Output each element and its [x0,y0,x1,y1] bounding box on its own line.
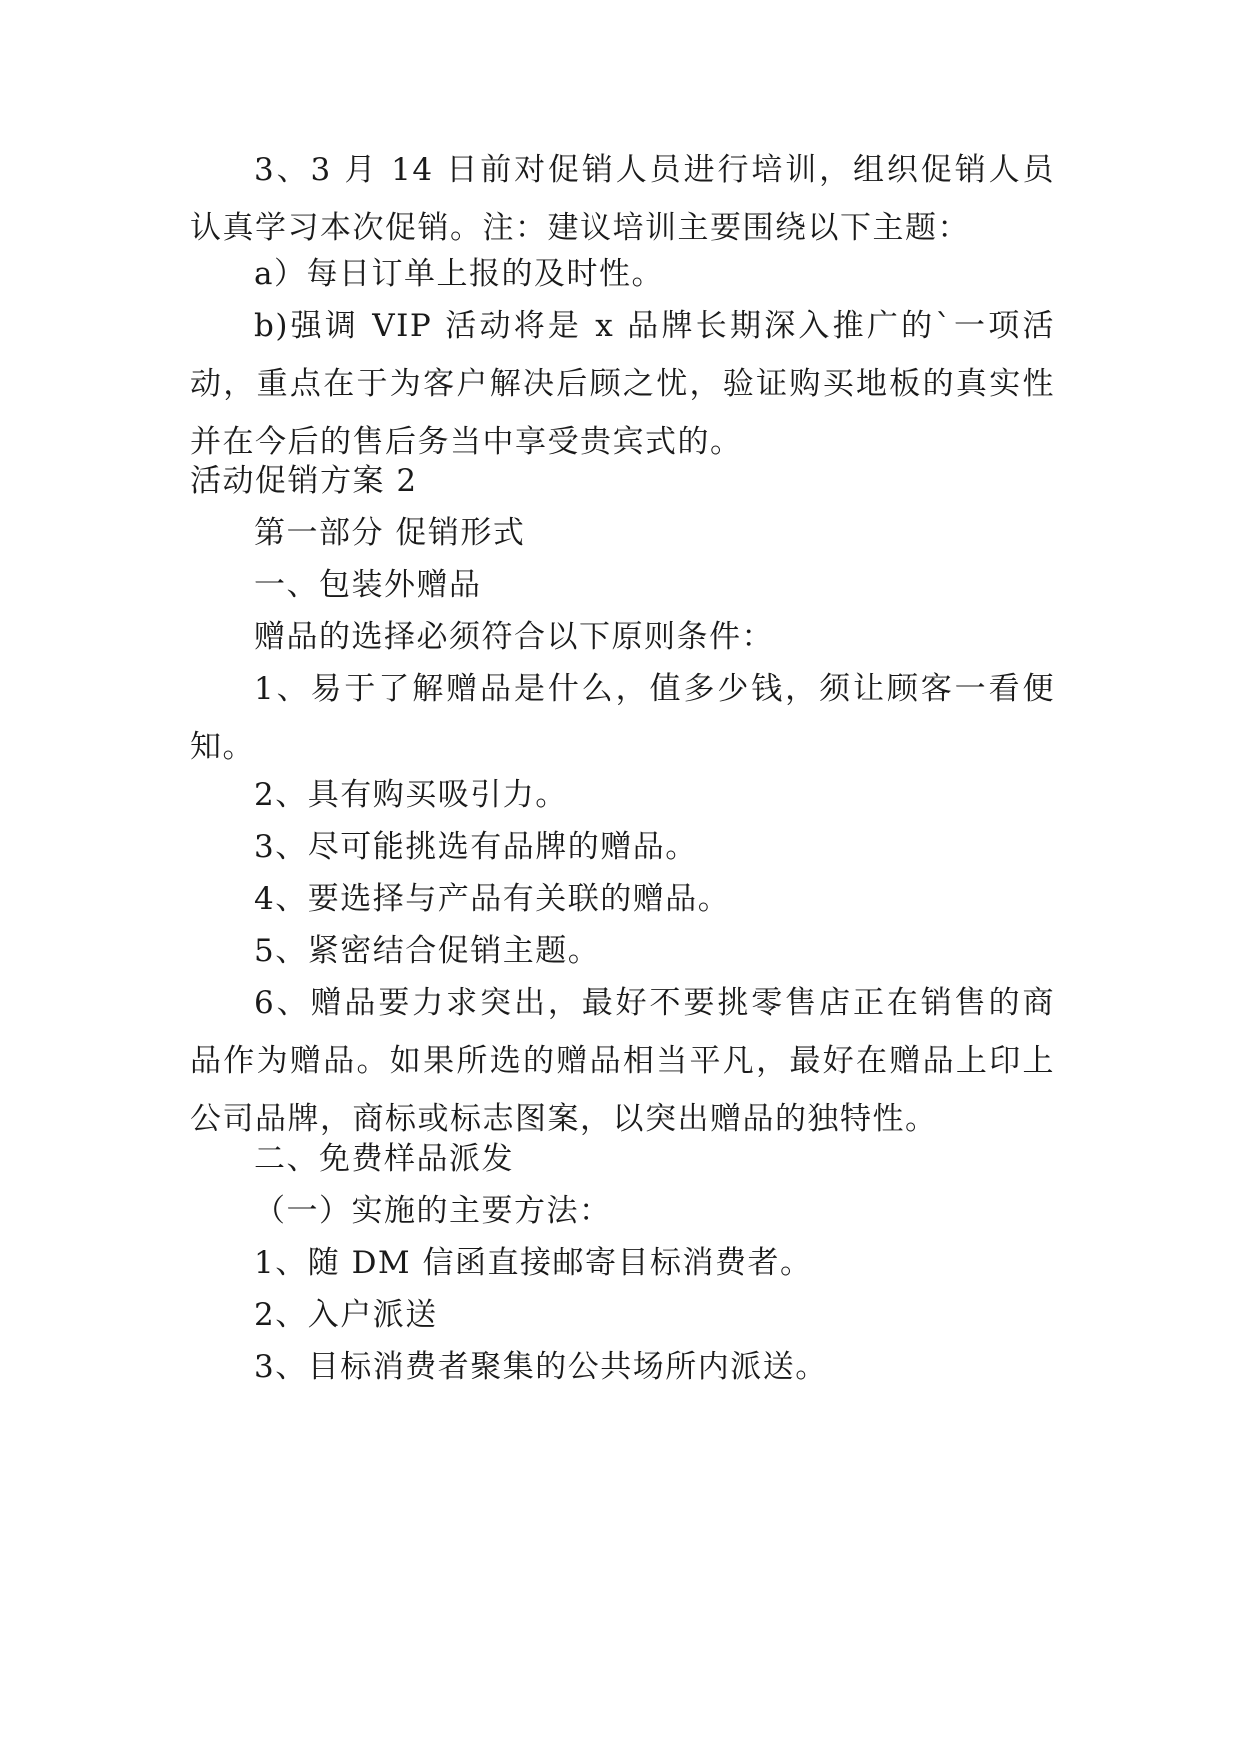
method-item-1: 1、随 DM 信函直接邮寄目标消费者。 [254,1245,813,1281]
list-item-1: 1、易于了解赠品是什么，值多少钱，须让顾客一看便知。 [190,671,1055,765]
list-item-6: 6、赠品要力求突出，最好不要挑零售店正在销售的商品作为赠品。如果所选的赠品相当平凡，最好在赠品上印上公司品牌，商标或标志图案，以突出赠品的独特性。 [190,985,1055,1137]
subheading-gift: 一、包装外赠品 [254,567,482,603]
list-item-3: 3、尽可能挑选有品牌的赠品。 [254,829,698,865]
subheading-samples: 二、免费样品派发 [254,1141,514,1177]
paragraph-item-a: a）每日订单上报的及时性。 [254,256,664,292]
section-title: 活动促销方案 2 [190,463,418,499]
method-item-3: 3、目标消费者聚集的公共场所内派送。 [254,1349,828,1385]
subheading-methods: （一）实施的主要方法： [254,1193,612,1229]
paragraph-principles-intro: 赠品的选择必须符合以下原则条件： [254,619,774,655]
list-item-4: 4、要选择与产品有关联的赠品。 [254,881,731,917]
paragraph-training: 3、3 月 14 日前对促销人员进行培训，组织促销人员认真学习本次促销。注：建议培训主要围绕以下主题： [190,152,1055,246]
part-heading: 第一部分 促销形式 [254,515,526,551]
list-item-5: 5、紧密结合促销主题。 [254,933,601,969]
method-item-2: 2、入户派送 [254,1297,438,1333]
list-item-2: 2、具有购买吸引力。 [254,777,568,813]
paragraph-item-b: b)强调 VIP 活动将是 x 品牌长期深入推广的`一项活动，重点在于为客户解决后顾之忧，验证购买地板的真实性并在今后的售后务当中享受贵宾式的。 [190,308,1055,460]
